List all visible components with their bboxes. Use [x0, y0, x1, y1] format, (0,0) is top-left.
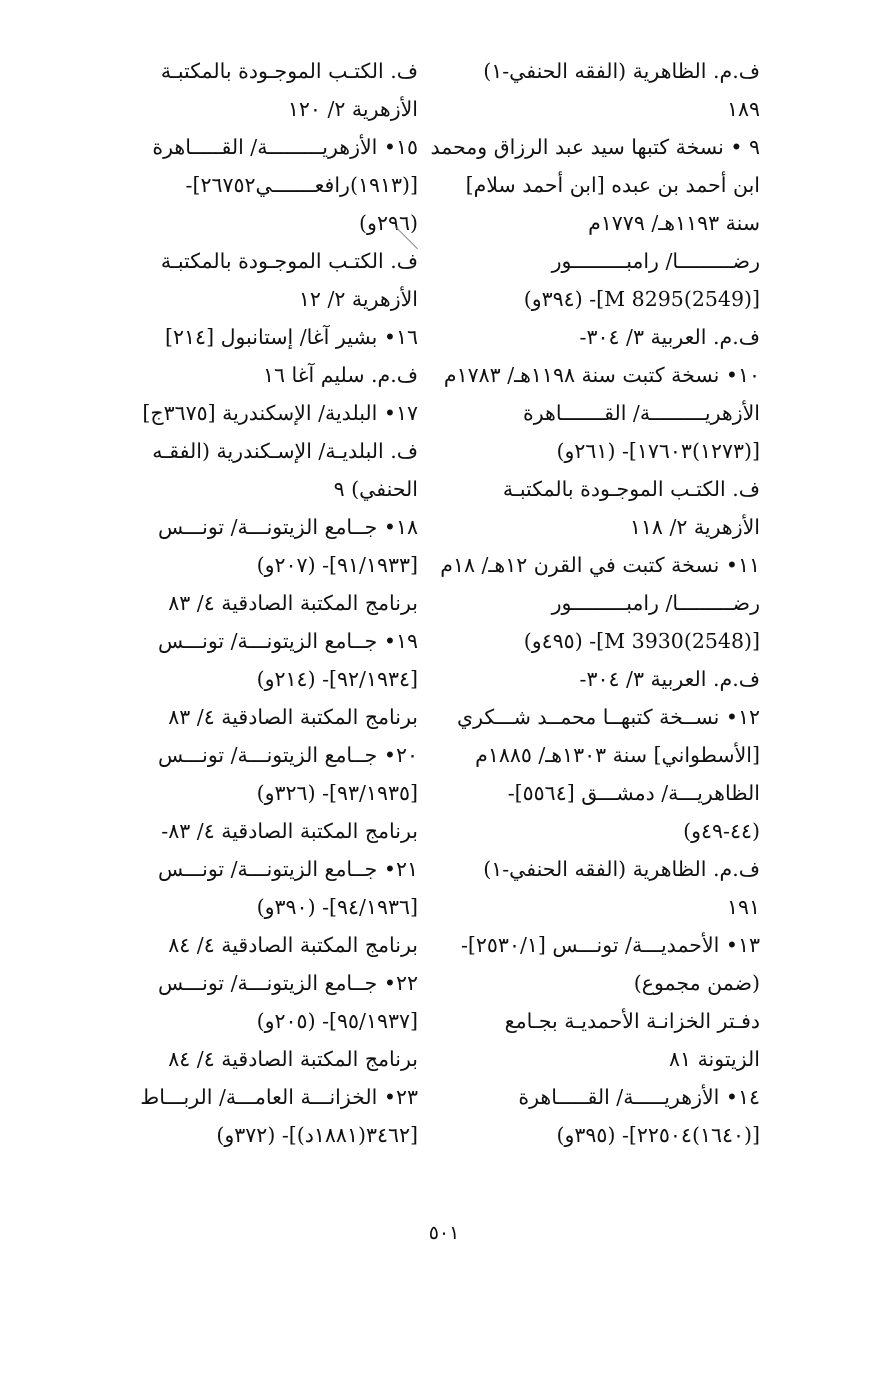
text-line: ١٢• نســخة كتبهــا محمــد شـــكري — [457, 705, 760, 729]
text-line: الأزهرية ٢/ ١٢٠ — [287, 97, 418, 121]
text-line: ٩ • نسخة كتبها سيد عبد الرزاق ومحمد — [430, 135, 760, 159]
text-line: ف.م. العربية ٣/ ٣٠٤- — [579, 325, 760, 349]
text-line: الظاهريـــة/ دمشـــق [٥٥٦٤]- — [507, 781, 760, 805]
text-line: (٤٤-٤٩و) — [683, 819, 760, 843]
text-line: [(١٩١٣)رافعـــــــي٢٦٧٥٢]- — [185, 173, 418, 197]
text-line: [(١٢٧٣)١٧٦٠٣]- (٢٦١و) — [556, 439, 760, 463]
text-line: ١٦• بشير آغا/ إستانبول [٢١٤] — [165, 325, 418, 349]
text-line: ١٨٩ — [726, 97, 760, 121]
text-line: برنامج المكتبة الصادقية ٤/ ٨٣ — [168, 705, 418, 729]
text-line: ابن أحمد بن عبده [ابن أحمد سلام] — [465, 173, 760, 197]
text-line: ف.م. العربية ٣/ ٣٠٤- — [579, 667, 760, 691]
text-line: ف. الكتـب الموجـودة بالمكتبـة — [160, 59, 418, 83]
text-line: ١٧• البلدية/ الإسكندرية [٣٦٧٥ج] — [142, 401, 418, 425]
text-line: ف.م. الظاهرية (الفقه الحنفي-١) — [483, 59, 760, 83]
text-line: [٣٤٦٢(١٨٨١د)]- (٣٧٢و) — [216, 1123, 418, 1147]
text-line: ٢٣• الخزانـــة العامـــة/ الربـــاط — [140, 1085, 418, 1109]
text-line: الأزهرية ٢/ ١١٨ — [629, 515, 760, 539]
text-line: ٢١• جــامع الزيتونـــة/ تونـــس — [157, 857, 418, 881]
text-line: ١٤• الأزهريـــــة/ القـــــاهرة — [518, 1085, 760, 1109]
text-line: ١٩• جــامع الزيتونـــة/ تونـــس — [157, 629, 418, 653]
text-line: [٩٥/١٩٣٧]- (٢٠٥و) — [256, 1009, 418, 1033]
text-line: (ضمن مجموع) — [633, 971, 760, 995]
text-line: ف. الكتـب الموجـودة بالمكتبـة — [502, 477, 760, 501]
text-line: ٢٠• جــامع الزيتونـــة/ تونـــس — [157, 743, 418, 767]
text-line: سنة ١١٩٣هـ/ ١٧٧٩م — [588, 211, 760, 235]
text-line: ١٨• جــامع الزيتونـــة/ تونـــس — [157, 515, 418, 539]
left-column — [118, 52, 418, 1154]
text-line: دفـتر الخزانـة الأحمديـة بجـامع — [504, 1009, 760, 1033]
text-line: برنامج المكتبة الصادقية ٤/ ٨٣- — [161, 819, 418, 843]
text-line: ١١• نسخة كتبت في القرن ١٢هـ/ ١٨م — [440, 553, 760, 577]
text-line: ف.م. الظاهرية (الفقه الحنفي-١) — [483, 857, 760, 881]
text-line: برنامج المكتبة الصادقية ٤/ ٨٤ — [168, 1047, 418, 1071]
text-line: ١٥• الأزهريـــــــــة/ القـــــاهرة — [152, 135, 418, 159]
text-line: ١٩١ — [726, 895, 760, 919]
text-line: ف. البلديـة/ الإسـكندرية (الفقـه — [152, 439, 418, 463]
text-line: الأزهريـــــــــة/ القـــــــاهرة — [522, 401, 760, 425]
text-line: [(١٦٤٠)٢٢٥٠٤]- (٣٩٥و) — [556, 1123, 760, 1147]
right-column — [430, 52, 760, 1154]
text-line: الحنفي) ٩ — [333, 477, 418, 501]
text-line: برنامج المكتبة الصادقية ٤/ ٨٣ — [168, 591, 418, 615]
text-line: الأزهرية ٢/ ١٢ — [298, 287, 418, 311]
text-line: ف.م. سليم آغا ١٦ — [262, 363, 418, 387]
text-line: ١٣• الأحمديـــة/ تونـــس [٢٥٣٠/١]- — [460, 933, 760, 957]
text-line: ف. الكتـب الموجـودة بالمكتبـة — [160, 249, 418, 273]
text-line: [M 3930(2548)]- (٤٩٥و) — [523, 629, 760, 653]
text-line: [٩٤/١٩٣٦]- (٣٩٠و) — [256, 895, 418, 919]
text-line: [٩١/١٩٣٣]- (٢٠٧و) — [256, 553, 418, 577]
text-line: ١٠• نسخة كتبت سنة ١١٩٨هـ/ ١٧٨٣م — [443, 363, 760, 387]
text-line: رضـــــــــا/ رامبـــــــــور — [551, 249, 760, 273]
text-line: (٢٩٦و) — [359, 211, 418, 235]
text-line: [M 8295(2549)]- (٣٩٤و) — [523, 287, 760, 311]
text-line: [الأسطواني] سنة ١٣٠٣هـ/ ١٨٨٥م — [475, 743, 760, 767]
text-line: رضـــــــــا/ رامبـــــــــور — [551, 591, 760, 615]
text-line: [٩٢/١٩٣٤]- (٢١٤و) — [256, 667, 418, 691]
text-line: برنامج المكتبة الصادقية ٤/ ٨٤ — [168, 933, 418, 957]
text-line: الزيتونة ٨١ — [669, 1047, 760, 1071]
text-line: [٩٣/١٩٣٥]- (٣٢٦و) — [256, 781, 418, 805]
page-number: ٥٠١ — [428, 1222, 460, 1244]
text-line: ٢٢• جــامع الزيتونـــة/ تونـــس — [157, 971, 418, 995]
